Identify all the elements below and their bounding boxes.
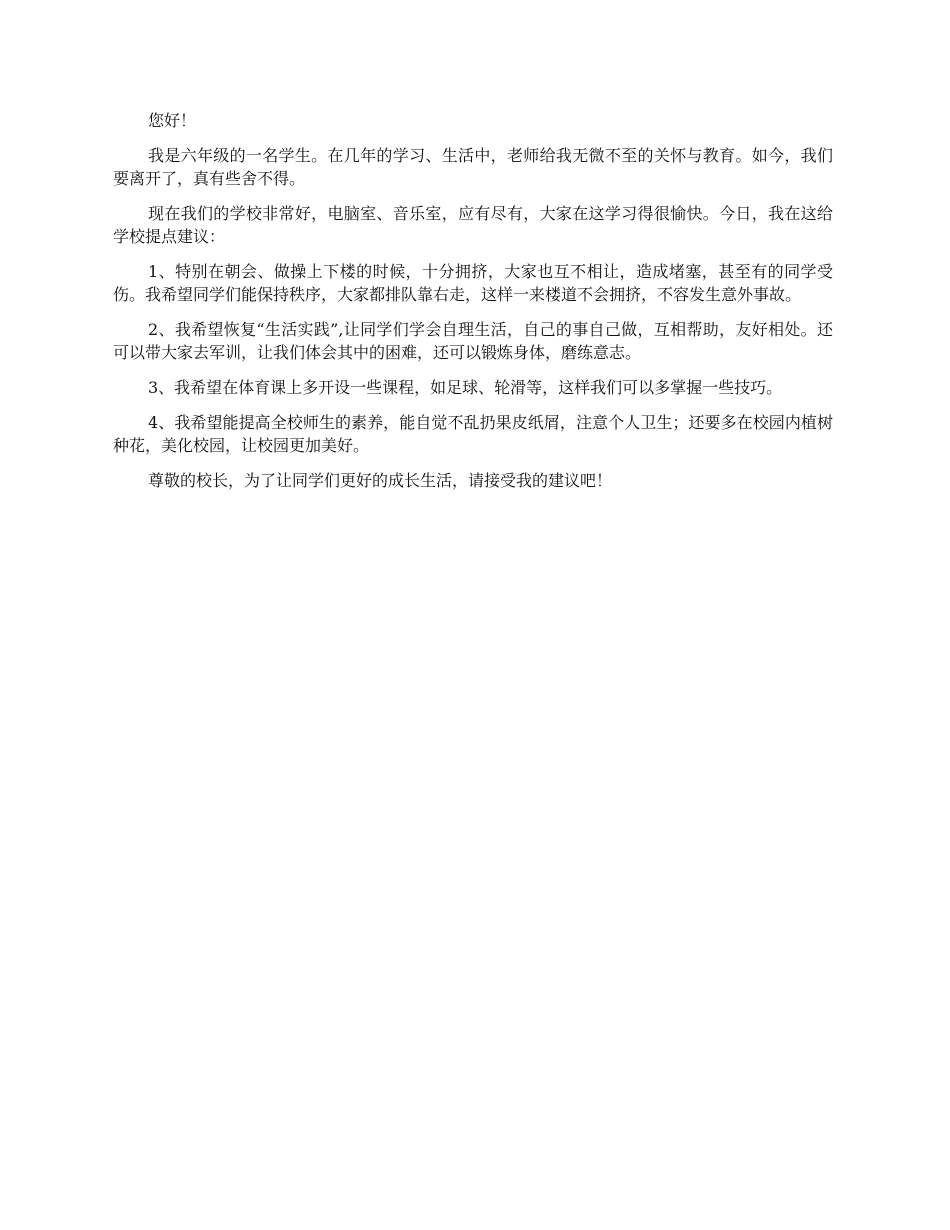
document-body (113, 109, 833, 504)
suggestion-1-paragraph: 1、特别在朝会、做操上下楼的时候，十分拥挤，大家也互不相让，造成堵塞，甚至有的同学受伤。我希望同学们能保持秩序，大家都排队靠右走，这样一来楼道不会拥挤，不容发生意外事故。 (113, 262, 833, 304)
suggestion-3-paragraph: 3、我希望在体育课上多开设一些课程，如足球、轮滑等，这样我们可以多掌握一些技巧。 (148, 378, 783, 397)
school-description-paragraph: 现在我们的学校非常好，电脑室、音乐室，应有尽有，大家在这学习得很愉快。今日，我在这给学校提点建议： (113, 204, 833, 246)
greeting-paragraph: 您好！ (148, 111, 197, 130)
closing-paragraph: 尊敬的校长，为了让同学们更好的成长生活，请接受我的建议吧！ (148, 471, 613, 490)
suggestion-2-paragraph: 2、我希望恢复“生活实践”,让同学们学会自理生活，自己的事自己做，互相帮助，友好相处。还可以带大家去军训，让我们体会其中的困难，还可以锻炼身体，磨练意志。 (113, 320, 833, 362)
intro-paragraph: 我是六年级的一名学生。在几年的学习、生活中，老师给我无微不至的关怀与教育。如今，我们要离开了，真有些舍不得。 (113, 146, 833, 188)
suggestion-4-paragraph: 4、我希望能提高全校师生的素养，能自觉不乱扔果皮纸屑，注意个人卫生；还要多在校园内植树种花，美化校园，让校园更加美好。 (113, 413, 833, 455)
